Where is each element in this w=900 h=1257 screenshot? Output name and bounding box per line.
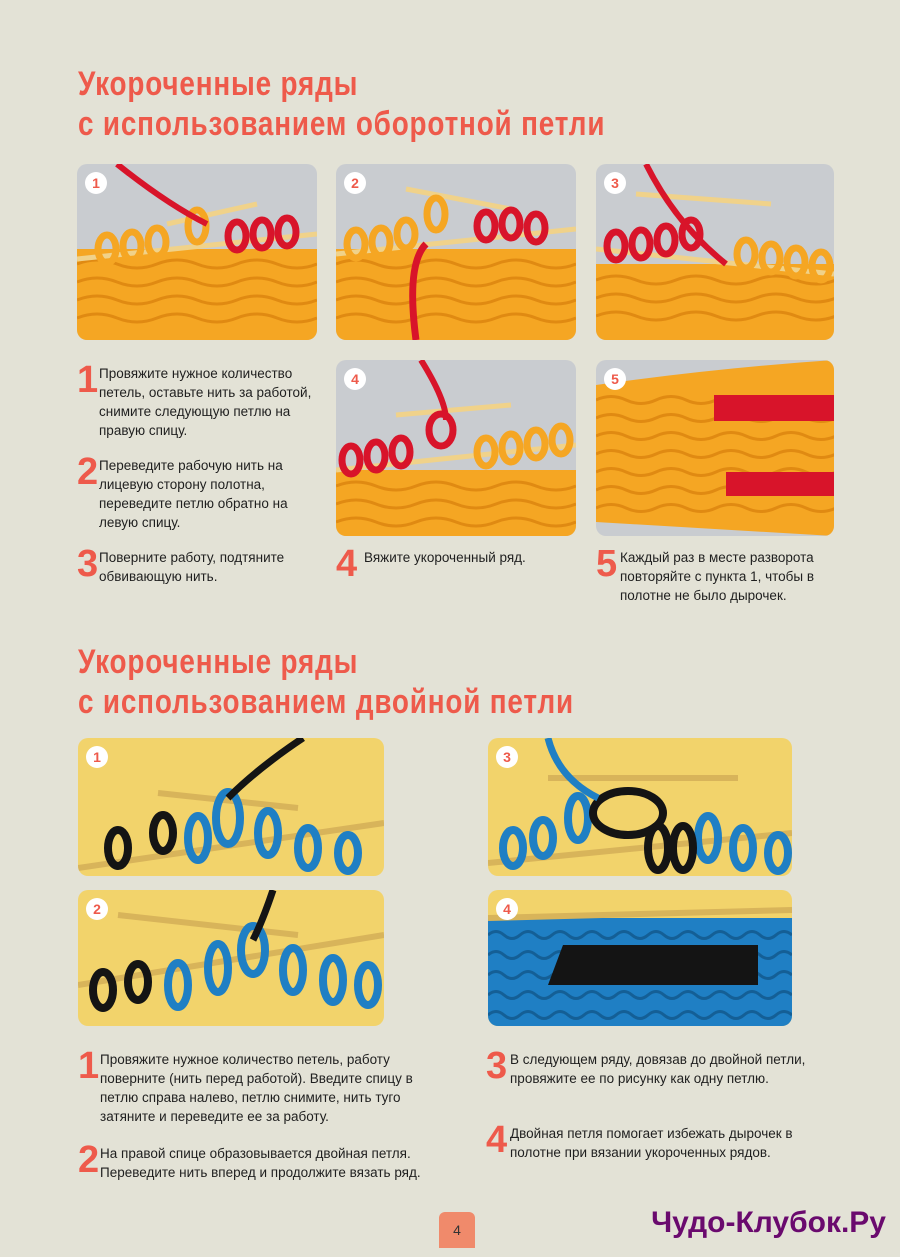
- knitting-illustration: [336, 164, 576, 340]
- illustration-panel-5: [596, 360, 834, 536]
- step-text: На правой спице образовывается двойная петля. Переведите нить вперед и продолжите вязать ряд.: [100, 1146, 421, 1180]
- step-double-1: [78, 1045, 428, 1126]
- knitting-illustration: [77, 164, 317, 340]
- watermark: Чудо-Клубок.Ру: [651, 1206, 886, 1239]
- illustration-panel-double-4: [488, 890, 792, 1026]
- step-double-2: [78, 1139, 428, 1182]
- step-text: Переведите рабочую нить на лицевую сторону полотна, переведите петлю обратно на левую спицу.: [99, 458, 288, 530]
- step-3: [77, 543, 317, 586]
- step-double-4: [486, 1119, 820, 1162]
- section2-title-line1: Укороченные ряды: [78, 643, 359, 681]
- illustration-panel-double-1: [78, 738, 384, 876]
- illustration-panel-3: [596, 164, 834, 340]
- step-number: 2: [77, 451, 99, 493]
- panel-number-badge: 4: [344, 368, 366, 390]
- step-text: Поверните работу, подтяните обвивающую нить.: [99, 550, 285, 584]
- step-double-3: [486, 1045, 820, 1088]
- step-1: [77, 359, 317, 440]
- panel-number-badge: 1: [85, 172, 107, 194]
- knitting-illustration: [336, 360, 576, 536]
- step-number: 1: [78, 1045, 100, 1087]
- knitting-illustration: [596, 360, 834, 536]
- step-number: 3: [486, 1045, 508, 1087]
- step-number: 4: [486, 1119, 508, 1161]
- step-text: Провяжите нужное количество петель, работу поверните (нить перед работой). Введите спицу в петлю справа налево, петлю снимите, нить туго затяните и переведите ее за работу.: [100, 1052, 413, 1124]
- step-5: [596, 543, 834, 605]
- panel-number-badge: 2: [344, 172, 366, 194]
- section2-title-line2: с использованием двойной петли: [78, 683, 574, 721]
- section1-title-line1: Укороченные ряды: [78, 65, 359, 103]
- panel-number-badge: 3: [604, 172, 626, 194]
- panel-number-badge: 5: [604, 368, 626, 390]
- section1-title-line2: с использованием оборотной петли: [78, 105, 606, 143]
- step-number: 4: [336, 543, 358, 585]
- step-text: Вяжите укороченный ряд.: [364, 550, 526, 565]
- knitting-illustration: [78, 890, 384, 1026]
- step-2: [77, 451, 317, 532]
- step-text: В следующем ряду, довязав до двойной петли, провяжите ее по рисунку как одну петлю.: [510, 1052, 806, 1086]
- illustration-panel-2: [336, 164, 576, 340]
- knitting-illustration: [596, 164, 834, 340]
- panel-number-badge: 4: [496, 898, 518, 920]
- step-number: 2: [78, 1139, 100, 1181]
- illustration-panel-4: [336, 360, 576, 536]
- panel-number-badge: 2: [86, 898, 108, 920]
- step-number: 3: [77, 543, 99, 585]
- panel-number-badge: 1: [86, 746, 108, 768]
- knitting-illustration: [488, 890, 792, 1026]
- illustration-panel-double-2: [78, 890, 384, 1026]
- step-number: 5: [596, 543, 618, 585]
- knitting-illustration: [78, 738, 384, 876]
- page-number: 4: [439, 1212, 475, 1248]
- illustration-panel-1: [77, 164, 317, 340]
- knitting-illustration: [488, 738, 792, 876]
- step-text: Провяжите нужное количество петель, оставьте нить за работой, снимите следующую петлю на правую спицу.: [99, 366, 312, 438]
- step-number: 1: [77, 359, 99, 401]
- step-4: [336, 543, 576, 585]
- step-text: Каждый раз в месте разворота повторяйте с пункта 1, чтобы в полотне не было дырочек.: [620, 550, 815, 603]
- illustration-panel-double-3: [488, 738, 792, 876]
- panel-number-badge: 3: [496, 746, 518, 768]
- step-text: Двойная петля помогает избежать дырочек в полотне при вязании укороченных рядов.: [510, 1126, 793, 1160]
